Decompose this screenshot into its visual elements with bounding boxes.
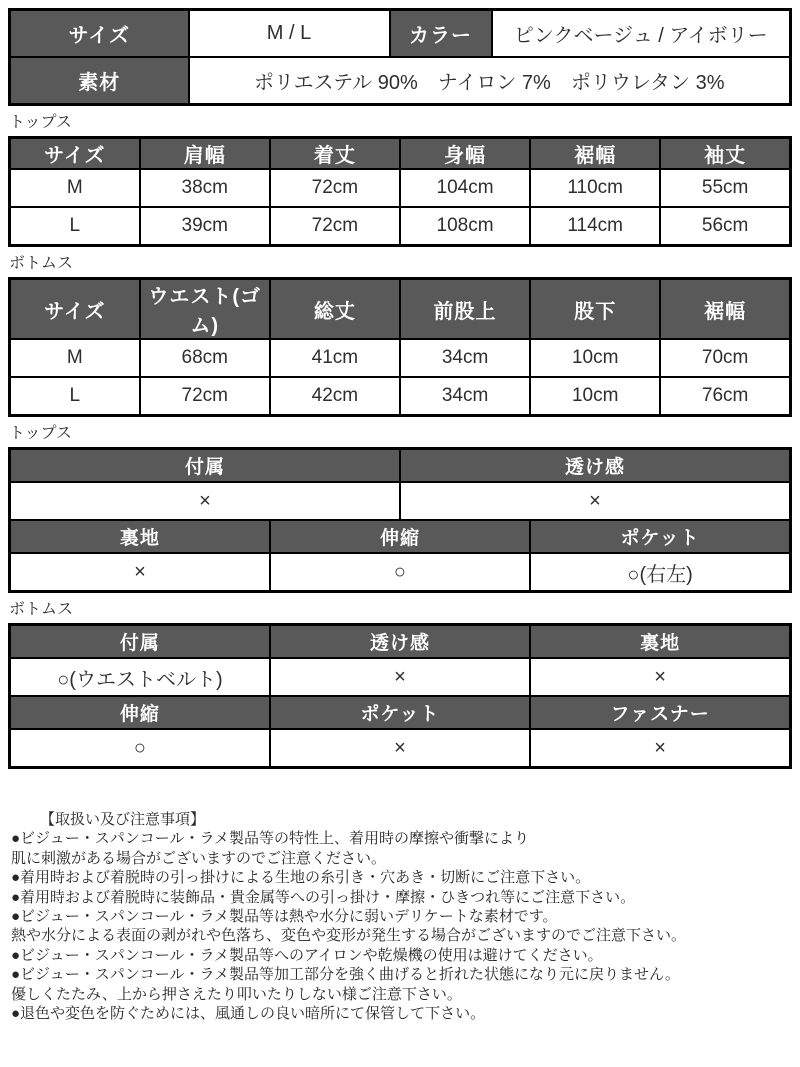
data-cell: L — [10, 377, 140, 416]
data-cell: 110cm — [530, 169, 660, 207]
summary-table — [8, 8, 792, 106]
table-row — [10, 169, 791, 207]
header-cell: 肩幅 — [140, 138, 270, 170]
data-cell: × — [10, 553, 270, 592]
data-cell: × — [530, 658, 790, 696]
bottoms-features-section-label: ボトムス — [9, 601, 74, 618]
bottoms-size-table — [8, 277, 792, 417]
header-cell: ポケット — [270, 696, 530, 729]
data-cell: 10cm — [530, 377, 660, 416]
summary-row-size-color — [10, 10, 791, 58]
data-cell: 114cm — [530, 207, 660, 246]
color-value-cell: ピンクベージュ / アイボリー — [492, 10, 791, 58]
data-cell: × — [530, 729, 790, 768]
data-cell: × — [270, 729, 530, 768]
feature-value-row — [10, 482, 791, 520]
notes-line: ●ビジュー・スパンコール・ラメ製品等へのアイロンや乾燥機の使用は避けてください。 — [11, 946, 603, 964]
data-cell: 56cm — [660, 207, 790, 246]
header-cell: 付属 — [10, 449, 400, 483]
header-cell: 総丈 — [270, 279, 400, 340]
notes-line: ●着用時および着脱時に装飾品・貴金属等への引っ掛け・摩擦・ひきつれ等にご注意下さい。 — [11, 888, 636, 906]
summary-row-material — [10, 57, 791, 105]
table-row — [10, 207, 791, 246]
data-cell: 72cm — [270, 207, 400, 246]
table-row — [10, 339, 791, 377]
header-cell: 着丈 — [270, 138, 400, 170]
table-row — [10, 377, 791, 416]
data-cell: 34cm — [400, 339, 530, 377]
header-cell: サイズ — [10, 279, 140, 340]
data-cell: ○ — [270, 553, 530, 592]
care-notes — [8, 810, 792, 1023]
tops-size-header-row — [10, 138, 791, 170]
data-cell: ○(ウエストベルト) — [10, 658, 270, 696]
notes-line: ●ビジュー・スパンコール・ラメ製品等加工部分を強く曲げると折れた状態になり元に戻りません。 — [11, 966, 680, 984]
header-cell: 付属 — [10, 625, 270, 659]
data-cell: × — [10, 482, 400, 520]
tops-features-table — [8, 447, 792, 593]
color-label-cell: カラー — [390, 10, 492, 58]
tops-features-section-label: トップス — [9, 425, 72, 442]
data-cell: 76cm — [660, 377, 790, 416]
data-cell: 104cm — [400, 169, 530, 207]
header-cell: 身幅 — [400, 138, 530, 170]
data-cell: 72cm — [270, 169, 400, 207]
notes-line: ●ビジュー・スパンコール・ラメ製品等の特性上、着用時の摩擦や衝撃により — [11, 830, 530, 848]
header-cell: 伸縮 — [10, 696, 270, 729]
data-cell: 70cm — [660, 339, 790, 377]
data-cell: 34cm — [400, 377, 530, 416]
bottoms-size-section-label: ボトムス — [9, 255, 74, 272]
size-value-cell: M / L — [189, 10, 390, 58]
header-cell: サイズ — [10, 138, 140, 170]
header-cell: 透け感 — [270, 625, 530, 659]
header-cell: 裏地 — [10, 520, 270, 553]
material-value-cell: ポリエステル 90% ナイロン 7% ポリウレタン 3% — [189, 57, 791, 105]
notes-line: ●退色や変色を防ぐためには、風通しの良い暗所にて保管して下さい。 — [11, 1005, 486, 1023]
header-cell: 裾幅 — [660, 279, 790, 340]
data-cell: × — [400, 482, 791, 520]
header-cell: 股下 — [530, 279, 660, 340]
header-cell: ウエスト(ゴム) — [140, 279, 270, 340]
header-cell: 伸縮 — [270, 520, 530, 553]
data-cell: 68cm — [140, 339, 270, 377]
notes-heading: 【取扱い及び注意事項】 — [40, 811, 206, 828]
data-cell: ○(右左) — [530, 553, 790, 592]
size-label-cell: サイズ — [10, 10, 189, 58]
feature-header-row — [10, 449, 791, 483]
data-cell: 72cm — [140, 377, 270, 416]
bottoms-features-table — [8, 623, 792, 769]
header-cell: 裏地 — [530, 625, 790, 659]
header-cell: 裾幅 — [530, 138, 660, 170]
header-cell: ポケット — [530, 520, 790, 553]
feature-header-row — [10, 520, 791, 553]
data-cell: ○ — [10, 729, 270, 768]
header-cell: 袖丈 — [660, 138, 790, 170]
notes-line: 肌に刺激がある場合がございますのでご注意ください。 — [11, 849, 387, 867]
data-cell: 39cm — [140, 207, 270, 246]
header-cell: ファスナー — [530, 696, 790, 729]
header-cell: 透け感 — [400, 449, 791, 483]
feature-header-row — [10, 625, 791, 659]
data-cell: 10cm — [530, 339, 660, 377]
feature-value-row — [10, 658, 791, 696]
data-cell: 41cm — [270, 339, 400, 377]
data-cell: M — [10, 339, 140, 377]
data-cell: L — [10, 207, 140, 246]
notes-line: ●着用時および着脱時の引っ掛けによる生地の糸引き・穴あき・切断にご注意下さい。 — [11, 869, 591, 887]
notes-line: 熱や水分による表面の剥がれや色落ち、変色や変形が発生する場合がございますのでご注意下さい。 — [11, 927, 687, 945]
material-label-cell: 素材 — [10, 57, 189, 105]
feature-header-row — [10, 696, 791, 729]
notes-line: ●ビジュー・スパンコール・ラメ製品等は熱や水分に弱いデリケートな素材です。 — [11, 908, 558, 926]
notes-line: 優しくたたみ、上から押さえたり叩いたりしない様ご注意下さい。 — [11, 985, 462, 1003]
data-cell: 42cm — [270, 377, 400, 416]
data-cell: M — [10, 169, 140, 207]
data-cell: 38cm — [140, 169, 270, 207]
bottoms-size-header-row — [10, 279, 791, 340]
feature-value-row — [10, 729, 791, 768]
feature-value-row — [10, 553, 791, 592]
data-cell: 108cm — [400, 207, 530, 246]
data-cell: × — [270, 658, 530, 696]
tops-size-section-label: トップス — [9, 114, 72, 131]
tops-size-table — [8, 136, 792, 247]
data-cell: 55cm — [660, 169, 790, 207]
header-cell: 前股上 — [400, 279, 530, 340]
